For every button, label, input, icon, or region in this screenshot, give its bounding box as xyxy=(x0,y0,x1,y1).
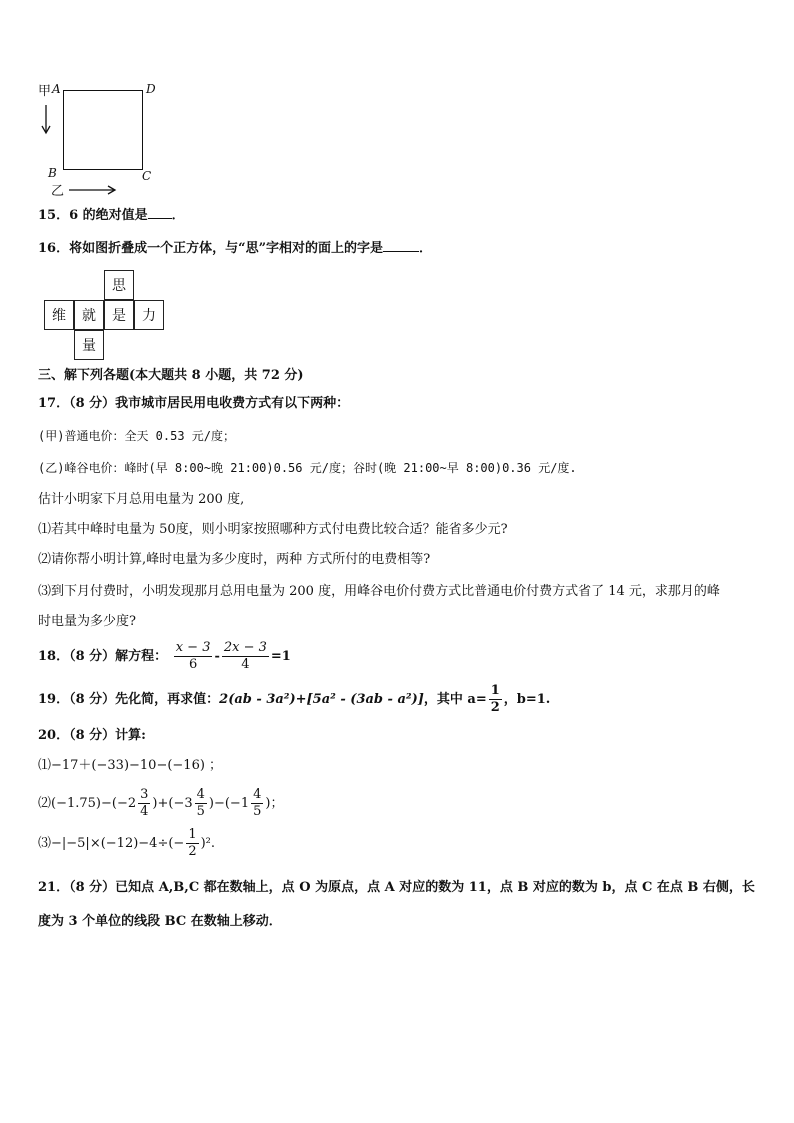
answer-blank xyxy=(383,251,419,252)
q20-part-1: ⑴−17＋(−33)−10−(−16) ； xyxy=(38,758,223,773)
fraction-2: $\frac{2x - 3}{4}$ xyxy=(223,640,267,672)
question-20: 20．（8 分）计算: xyxy=(38,728,146,743)
q17-plan-yi: (乙)峰谷电价：峰时(早 8:00~晚 21:00)0.56 元/度；谷时(晚 21:00~早 8:00)0.36 元/度. xyxy=(38,461,577,475)
q17-estimate: 估计小明家下月总用电量为 200 度, xyxy=(38,492,245,507)
net-cell-3: 是 xyxy=(104,300,134,330)
question-18: 18．（8 分）解方程： $\frac{x - 3}{6}$ - $\frac{2x - 3}{4}$ =1 xyxy=(38,640,291,672)
label-a: A xyxy=(52,82,61,96)
cube-net xyxy=(42,270,172,365)
square-abcd xyxy=(63,90,143,170)
q20-part-3: ⑶−|−5|×(−12)−4÷(− $\frac{1}{2}$ )². xyxy=(38,827,216,859)
question-16: 16．将如图折叠成一个正方体，与“思”字相对的面上的字是 ． xyxy=(38,241,433,256)
label-b: B xyxy=(48,166,57,180)
down-arrow-icon xyxy=(40,104,52,136)
question-21-line-2: 度为 3 个单位的线段 BC 在数轴上移动． xyxy=(38,914,282,929)
question-15: 15．6 的绝对值是 ． xyxy=(38,208,185,223)
question-21-line-1: 21．（8 分）已知点 A,B,C 都在数轴上，点 O 为原点，点 A 对应的数为 11，点 B 对应的数为 b，点 C 在点 B 右侧，长 xyxy=(38,880,755,895)
fraction-1: $\frac{x - 3}{6}$ xyxy=(175,640,211,672)
q17-part-2: ⑵请你帮小明计算,峰时电量为多少度时，两种 方式所付的电费相等? xyxy=(38,552,431,567)
net-cell-4: 力 xyxy=(134,300,164,330)
right-arrow-icon xyxy=(68,184,118,196)
square-diagram xyxy=(38,78,168,199)
fraction-a: $\frac{1}{2}$ xyxy=(490,683,500,715)
question-17: 17．（8 分）我市城市居民用电收费方式有以下两种： xyxy=(38,396,350,411)
q17-part-1: ⑴若其中峰时电量为 50度，则小明家按照哪种方式付电费比较合适？能省多少元? xyxy=(38,522,508,537)
q17-part-3b: 时电量为多少度? xyxy=(38,614,136,629)
label-jia: 甲 xyxy=(38,84,52,99)
question-19: 19．（8 分）先化简，再求值：2(ab - 3a²)+[5a² - (3ab - a²)]，其中 a= $\frac{1}{2}$ ，b=1. xyxy=(38,683,551,715)
q17-part-3a: ⑶到下月付费时，小明发现那月总用电量为 200 度，用峰谷电价付费方式比普通电价付费方式省了 14 元，求那月的峰 xyxy=(38,584,720,599)
net-cell-bottom: 量 xyxy=(74,330,104,360)
answer-blank xyxy=(148,218,172,219)
label-c: C xyxy=(142,169,152,183)
label-d: D xyxy=(146,82,156,96)
q20-part-2: ⑵(−1.75)−(−2 $\frac{3}{4}$ )+(−3 $\frac{4}{5}$ )−(−1 $\frac{4}{5}$ )； xyxy=(38,787,284,819)
net-cell-1: 维 xyxy=(44,300,74,330)
net-cell-2: 就 xyxy=(74,300,104,330)
net-cell-top: 思 xyxy=(104,270,134,300)
section-heading: 三、解下列各题(本大题共 8 小题，共 72 分) xyxy=(38,368,304,383)
label-yi: 乙 xyxy=(51,184,65,199)
q17-plan-jia: (甲)普通电价：全天 0.53 元/度； xyxy=(38,429,236,443)
